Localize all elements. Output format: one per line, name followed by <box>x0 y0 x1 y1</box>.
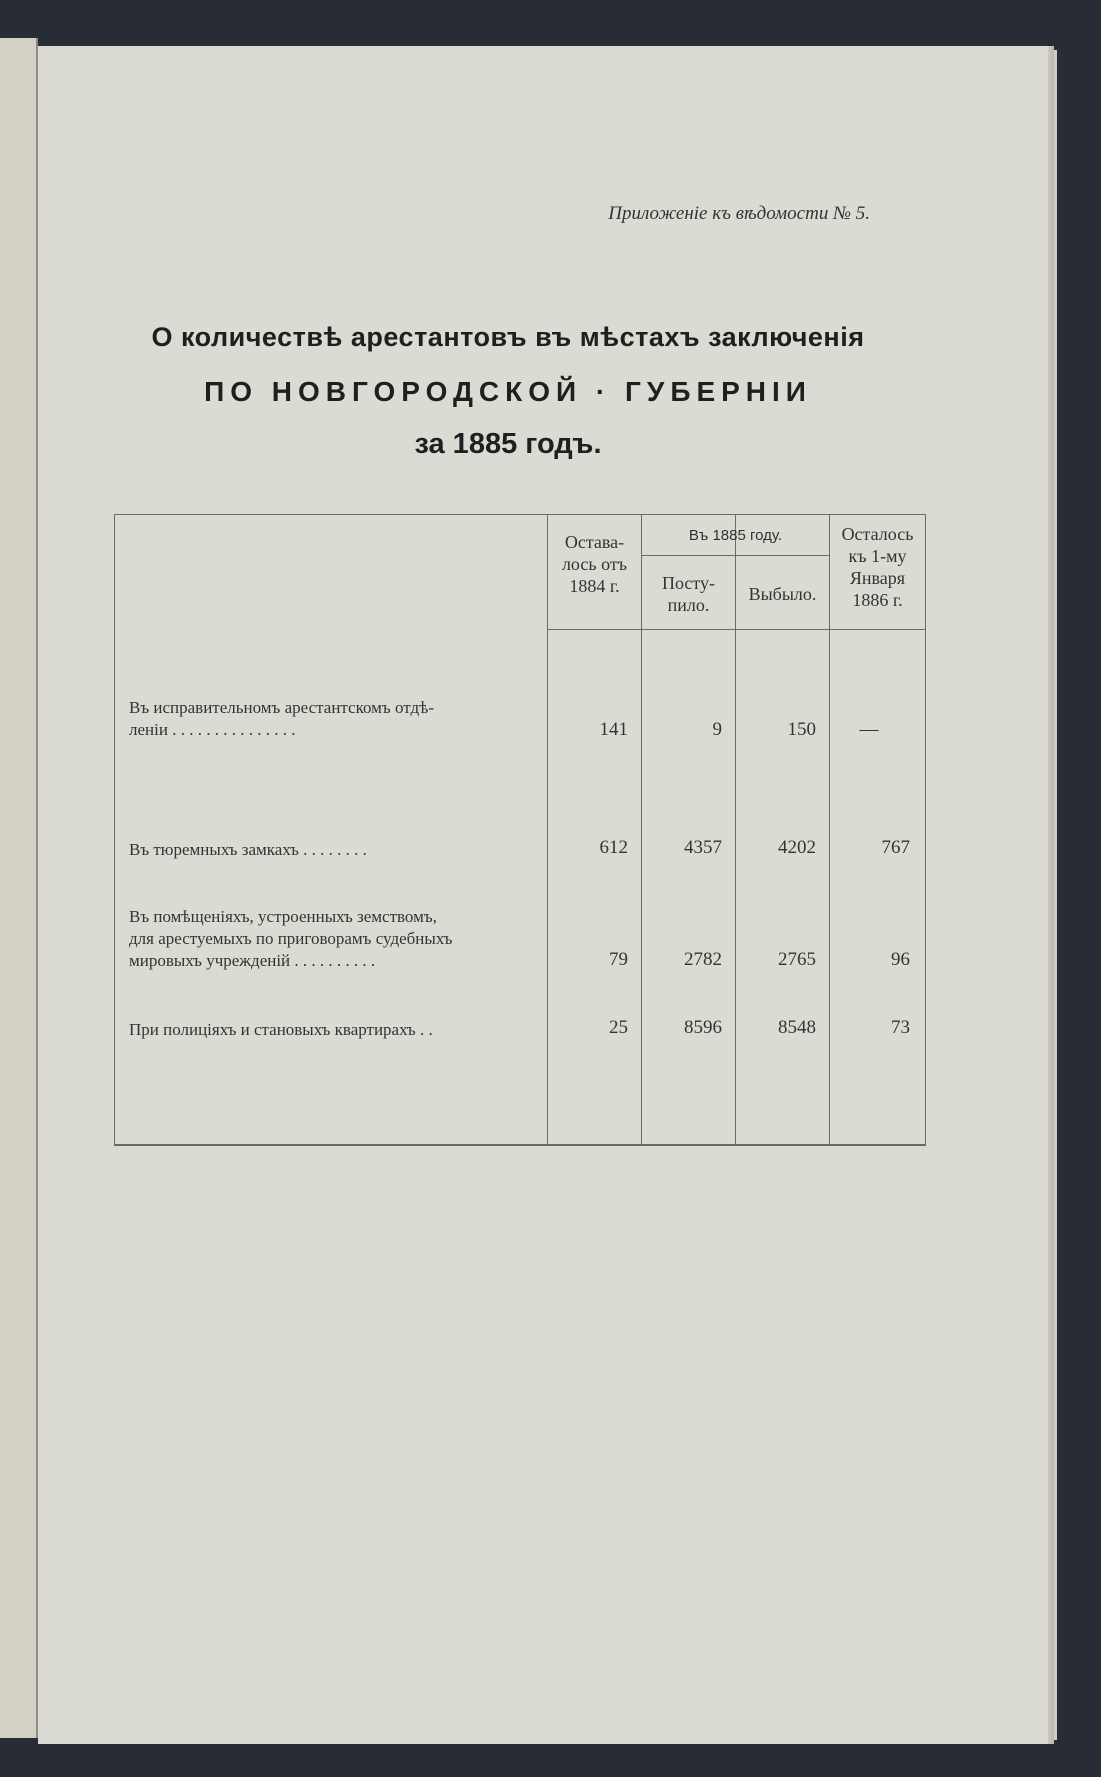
header-remained-1886: Осталось къ 1-му Января 1886 г. <box>841 524 914 610</box>
title-line-2: ПО НОВГОРОДСКОЙ · ГУБЕРНІИ <box>204 376 812 407</box>
page-stack-edge <box>1048 50 1057 1740</box>
row-label-correctional: Въ исправительномъ арестантскомъ отдѣ- леніи . . . . . . . . . . . . . . . <box>129 698 434 739</box>
document-page <box>38 46 1048 1744</box>
cell-departed: 150 <box>787 719 816 740</box>
cell-departed: 4202 <box>778 837 816 858</box>
header-group-rule <box>642 555 829 556</box>
cell-remained-1884: 612 <box>599 837 628 858</box>
header-departed: Выбыло. <box>748 584 817 604</box>
cell-arrived: 2782 <box>684 949 722 970</box>
prisoners-table <box>114 514 926 1146</box>
cell-arrived: 9 <box>712 719 722 740</box>
header-bottom-rule <box>548 629 925 630</box>
cell-remained-1886: — <box>859 719 879 740</box>
header-arrived: Посту- пило. <box>661 573 716 615</box>
cell-remained-1886: 96 <box>891 949 910 970</box>
cell-remained-1886: 767 <box>881 837 910 858</box>
cell-departed: 8548 <box>778 1017 816 1038</box>
header-group-1885: Въ 1885 году. <box>688 527 783 544</box>
cell-remained-1884: 25 <box>609 1017 628 1038</box>
appendix-note: Приложеніе къ вѣдомости № 5. <box>608 203 870 224</box>
row-label-police-quarters: При полиціяхъ и становыхъ квартирахъ . . <box>129 1020 433 1039</box>
cell-remained-1886: 73 <box>891 1017 910 1038</box>
previous-page-edge <box>0 38 38 1738</box>
cell-departed: 2765 <box>778 949 816 970</box>
cell-arrived: 4357 <box>684 837 722 858</box>
title-line-1: О количествѣ арестантовъ въ мѣстахъ заключенія <box>151 322 865 352</box>
column-divider <box>735 515 736 1144</box>
column-divider <box>547 515 548 1144</box>
row-label-prison-castles: Въ тюремныхъ замкахъ . . . . . . . . <box>129 840 367 859</box>
row-label-zemstvo-premises: Въ помѣщеніяхъ, устроенныхъ земствомъ, для арестуемыхъ по приговорамъ судебныхъ мировыхъ учрежденій . . . . . . . . . . <box>129 907 453 970</box>
header-remained-1884: Остава- лось отъ 1884 г. <box>561 532 628 596</box>
cell-remained-1884: 141 <box>599 719 628 740</box>
cell-remained-1884: 79 <box>609 949 628 970</box>
cell-arrived: 8596 <box>684 1017 722 1038</box>
title-line-3: за 1885 годъ. <box>414 428 602 460</box>
